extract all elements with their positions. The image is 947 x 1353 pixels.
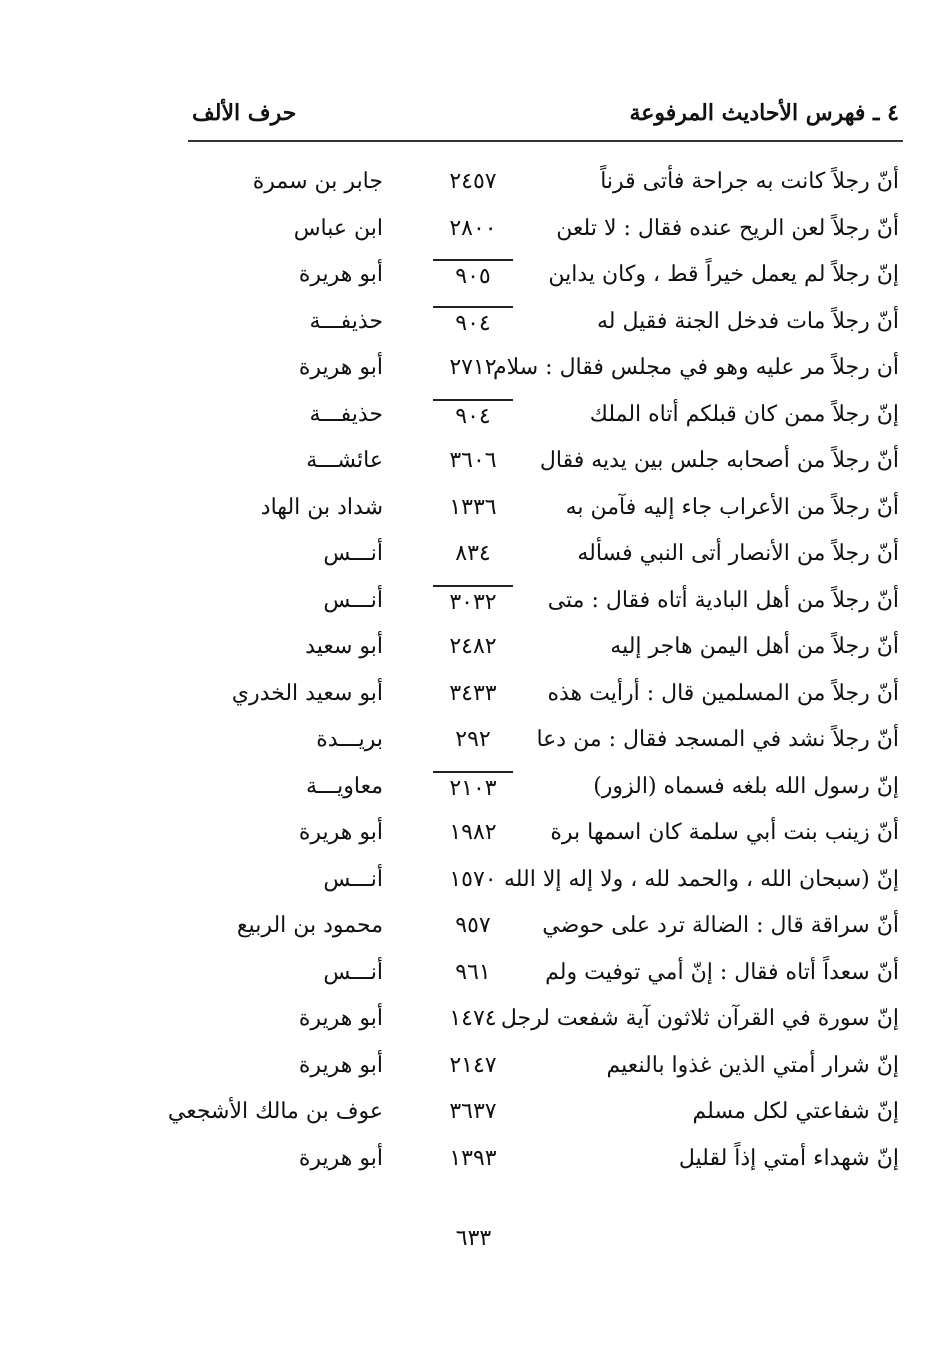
hadith-text: إنّ رجلاً ممن كان قبلكم أتاه الملك (589, 401, 899, 427)
index-row (0, 441, 947, 488)
narrator-name: أنـــس (323, 866, 383, 892)
hadith-number: ٢١٠٣ (433, 771, 513, 803)
narrator-name: أنـــس (323, 959, 383, 985)
hadith-number: ٢٩٢ (455, 727, 491, 752)
hadith-text: أنّ رجلاً مات فدخل الجنة فقيل له (597, 308, 899, 334)
index-row (0, 767, 947, 814)
index-row (0, 302, 947, 349)
hadith-text: إنّ شهداء أمتي إذاً لقليل (678, 1145, 899, 1171)
narrator-name: حذيفـــة (309, 401, 383, 427)
index-row (0, 1046, 947, 1093)
narrator-name: بريـــدة (316, 727, 383, 752)
hadith-text: إنّ رجلاً لم يعمل خيراً قط ، وكان يداين (548, 262, 899, 287)
index-row (0, 999, 947, 1046)
hadith-number: ٩٠٥ (433, 259, 513, 291)
page-number: ٦٣٣ (455, 1226, 492, 1251)
narrator-name: أبو سعيد (305, 634, 383, 659)
hadith-text: أنّ رجلاً نشد في المسجد فقال : من دعا (536, 727, 899, 752)
narrator-name: أبو سعيد الخدري (231, 680, 383, 706)
index-row (0, 674, 947, 721)
header-divider (188, 140, 903, 142)
narrator-name: أبو هريرة (298, 1006, 383, 1031)
index-row (0, 348, 947, 395)
narrator-name: عوف بن مالك الأشجعي (167, 1099, 383, 1124)
hadith-text: أن رجلاً مر عليه وهو في مجلس فقال : سلام (492, 355, 899, 380)
hadith-number: ٩٠٤ (433, 306, 513, 338)
index-row (0, 255, 947, 302)
hadith-number: ٢١٤٧ (449, 1052, 497, 1078)
hadith-number: ٣٦٠٦ (449, 448, 497, 473)
hadith-text: إنّ (سبحان الله ، والحمد لله ، ولا إله إلا الله (503, 866, 899, 892)
index-row (0, 395, 947, 442)
hadith-number: ٢٧١٢ (449, 355, 497, 380)
hadith-text: إنّ شفاعتي لكل مسلم (692, 1099, 899, 1124)
hadith-number: ١٣٩٣ (449, 1145, 497, 1171)
index-row (0, 534, 947, 581)
hadith-number: ٢٤٨٢ (449, 634, 497, 659)
hadith-text: إنّ شرار أمتي الذين غذوا بالنعيم (606, 1052, 899, 1078)
index-row (0, 488, 947, 535)
hadith-number: ٩٥٧ (455, 913, 491, 938)
hadith-number: ٩٦١ (455, 959, 491, 985)
hadith-text: أنّ رجلاً من أهل البادية أتاه فقال : متى (547, 587, 899, 613)
hadith-text: أنّ رجلاً من الأنصار أتى النبي فسأله (577, 541, 899, 566)
index-row (0, 813, 947, 860)
index-row (0, 162, 947, 209)
hadith-number: ١٤٧٤ (449, 1006, 497, 1031)
narrator-name: معاويـــة (306, 773, 383, 799)
index-row (0, 720, 947, 767)
index-row (0, 1092, 947, 1139)
hadith-number: ١٣٣٦ (449, 494, 497, 520)
hadith-text: إنّ سورة في القرآن ثلاثون آية شفعت لرجل (500, 1006, 899, 1031)
index-row (0, 953, 947, 1000)
hadith-number: ١٥٧٠ (449, 866, 497, 892)
narrator-name: أبو هريرة (298, 1052, 383, 1078)
narrator-name: جابر بن سمرة (252, 169, 383, 194)
narrator-name: أنـــس (323, 541, 383, 566)
hadith-number: ٢٤٥٧ (449, 169, 497, 194)
hadith-text: أنّ رجلاً من أهل اليمن هاجر إليه (610, 634, 899, 659)
hadith-text: أنّ رجلاً من أصحابه جلس بين يديه فقال (539, 448, 899, 473)
narrator-name: ابن عباس (293, 215, 383, 241)
narrator-name: أنـــس (323, 587, 383, 613)
index-row (0, 209, 947, 256)
index-row (0, 1139, 947, 1186)
hadith-number: ٨٣٤ (455, 541, 491, 566)
running-header-section: حرف الألف (192, 100, 297, 126)
hadith-text: إنّ رسول الله بلغه فسماه (الزور) (593, 773, 899, 799)
hadith-number: ٣٠٣٢ (433, 585, 513, 617)
narrator-name: أبو هريرة (298, 355, 383, 380)
hadith-number: ٣٤٣٣ (449, 680, 497, 706)
index-row (0, 627, 947, 674)
hadith-text: أنّ زينب بنت أبي سلمة كان اسمها برة (550, 820, 899, 845)
index-row (0, 581, 947, 628)
hadith-text: أنّ رجلاً من المسلمين قال : أرأيت هذه (547, 680, 899, 706)
index-row (0, 906, 947, 953)
narrator-name: أبو هريرة (298, 1145, 383, 1171)
hadith-text: أنّ رجلاً لعن الريح عنده فقال : لا تلعن (556, 215, 899, 241)
index-row (0, 860, 947, 907)
narrator-name: محمود بن الربيع (236, 913, 383, 938)
narrator-name: أبو هريرة (298, 262, 383, 287)
hadith-index-list (0, 162, 947, 1185)
narrator-name: حذيفـــة (309, 308, 383, 334)
hadith-number: ٣٦٣٧ (449, 1099, 497, 1124)
hadith-text: أنّ سراقة قال : الضالة ترد على حوضي (542, 913, 899, 938)
hadith-number: ١٩٨٢ (449, 820, 497, 845)
hadith-text: أنّ رجلاً كانت به جراحة فأتى قرناً (600, 169, 899, 194)
narrator-name: شداد بن الهاد (260, 494, 383, 520)
hadith-number: ٩٠٤ (433, 399, 513, 431)
hadith-text: أنّ سعداً أتاه فقال : إنّ أمي توفيت ولم (545, 959, 899, 985)
hadith-text: أنّ رجلاً من الأعراب جاء إليه فآمن به (565, 494, 899, 520)
hadith-number: ٢٨٠٠ (449, 215, 497, 241)
narrator-name: أبو هريرة (298, 820, 383, 845)
narrator-name: عائشـــة (306, 448, 383, 473)
running-header-title: ٤ ـ فهرس الأحاديث المرفوعة (629, 100, 899, 126)
